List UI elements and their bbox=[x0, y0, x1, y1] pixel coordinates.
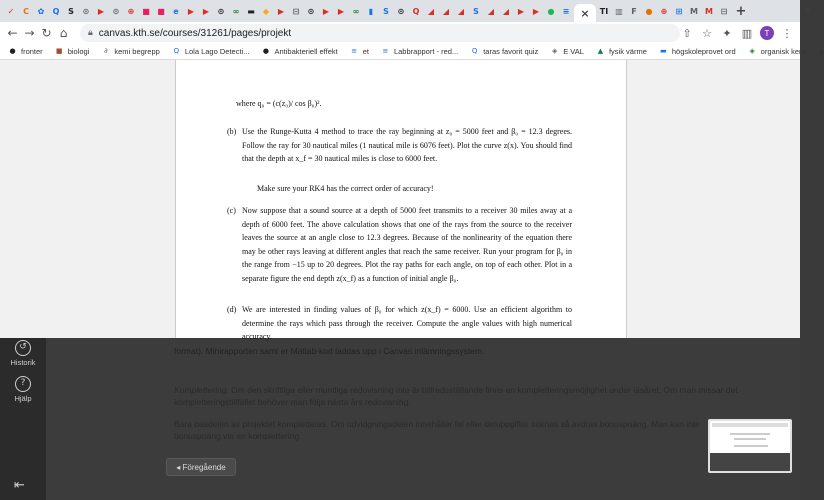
left-tab-favicon-icon[interactable]: ▶ bbox=[532, 6, 540, 16]
link-icon: ∂ bbox=[104, 47, 108, 55]
bookmark-label: högskoleprovet ord bbox=[671, 47, 736, 56]
left-tab-favicon-icon[interactable]: ⊙ bbox=[82, 6, 90, 16]
komplettering-body: Om den skriftliga eller muntliga redovisning inte är tillfredsställande finns en kompletteringsmöjlighet under läsåret. Om man missar det kompletteringstillfället behöver man följa nästa års redovisning. bbox=[174, 385, 738, 407]
bookmark-item[interactable] bbox=[261, 47, 337, 56]
right-tab-favicon-icon[interactable]: TI bbox=[599, 6, 609, 16]
left-tab-favicon-icon[interactable]: ▮ bbox=[368, 6, 374, 16]
forward-icon[interactable]: → bbox=[24, 26, 35, 40]
thumbnail-line bbox=[730, 433, 770, 435]
right-tab-favicon-icon[interactable]: ⊕ bbox=[660, 6, 668, 16]
lock-icon[interactable]: 🔒︎ bbox=[88, 28, 93, 38]
left-tab-favicon-icon[interactable]: ▶ bbox=[202, 6, 210, 16]
thumbnail-toolbar bbox=[712, 423, 788, 427]
left-tab-favicon-icon[interactable]: ▶ bbox=[517, 6, 525, 16]
left-tab-favicon-icon[interactable]: C bbox=[23, 6, 29, 16]
bookmark-item[interactable] bbox=[748, 47, 807, 56]
folder-icon: ▬ bbox=[660, 47, 667, 55]
home-icon[interactable]: ⌂ bbox=[59, 26, 68, 40]
tab-strip bbox=[0, 0, 800, 22]
previous-button[interactable]: ◂ Föregående bbox=[166, 458, 236, 476]
menu-icon[interactable]: ⋮ bbox=[781, 26, 793, 40]
extensions-icon[interactable]: ✦ bbox=[722, 26, 732, 40]
left-tab-favicon-icon[interactable]: S bbox=[473, 6, 479, 16]
nav-historik-label: Historik bbox=[10, 358, 36, 367]
bookmark-item[interactable] bbox=[550, 47, 584, 56]
doc-icon: ≡ bbox=[351, 47, 358, 55]
bookmark-item[interactable] bbox=[381, 47, 458, 56]
doc-part-b bbox=[227, 125, 572, 166]
thumbnail-line bbox=[734, 438, 766, 440]
left-tab-favicon-icon[interactable]: ⊙ bbox=[112, 6, 120, 16]
left-tab-favicon-icon[interactable]: ⊙ bbox=[217, 6, 225, 16]
left-tab-favicon-icon[interactable]: ▶ bbox=[187, 6, 195, 16]
cube-icon: ◈ bbox=[749, 47, 755, 55]
doc-part-d-text: We are interested in finding values of β₀ for which z(x_f) = 6000. Use an efficient algorithm to determine the rays which pass through the receiver. Compute the angle values with high numerical accuracy. bbox=[242, 305, 572, 341]
github-icon: ● bbox=[9, 47, 16, 55]
canvas-paragraph-komplettering bbox=[174, 384, 764, 408]
right-tab-favicon-icon[interactable]: F bbox=[631, 6, 637, 16]
bookmark-item[interactable] bbox=[101, 47, 159, 56]
left-tab-favicon-icon[interactable]: ∞ bbox=[232, 6, 240, 16]
left-tab-favicon-icon[interactable]: ∞ bbox=[352, 6, 360, 16]
left-tab-favicon-icon[interactable]: ▬ bbox=[247, 6, 255, 16]
address-bar-url: canvas.kth.se/courses/31261/pages/projekt bbox=[98, 27, 292, 39]
bookmark-label: Antibakteriell effekt bbox=[274, 47, 338, 56]
nav-historik[interactable] bbox=[0, 340, 46, 367]
tab-search-icon[interactable]: ⌄ bbox=[804, 4, 812, 14]
left-tab-favicon-icon[interactable]: ◢ bbox=[502, 6, 510, 16]
bookmark-item[interactable] bbox=[55, 47, 90, 56]
left-tab-favicon-icon[interactable]: e bbox=[173, 6, 179, 16]
star-icon[interactable]: ☆ bbox=[702, 26, 712, 40]
left-tab-favicon-icon[interactable]: S bbox=[68, 6, 74, 16]
doc-part-c-label: (c) bbox=[227, 206, 236, 215]
clock-icon: ↺ bbox=[15, 340, 31, 356]
komplettering-lead: Komplettering. bbox=[174, 385, 229, 395]
active-tab-close-icon[interactable]: × bbox=[574, 4, 596, 22]
left-tab-favicon-icon[interactable]: ✓ bbox=[7, 6, 15, 16]
doc-part-c-text: Now suppose that a sound source at a depth of 5000 feet transmits to a receiver 30 miles away at a depth of 6000 feet. The above calculation shows that one of the rays from the source to the receiver leaves the source at an angle close to 12.3 degrees. Because of the nonlinearity of the equation there may be other rays leaving at different angles that reach the same receiver. Run your program for β₀ in the range from −15 up to 20 degrees. Plot the ray paths for each angle, on top of each other. Plot in a separate figure the end depth z(x_f) as a function of initial angle β₀. bbox=[242, 206, 572, 283]
left-tab-favicon-icon[interactable]: ▶ bbox=[322, 6, 330, 16]
left-tab-favicon-icon[interactable]: ⊙ bbox=[397, 6, 405, 16]
left-tab-favicon-icon[interactable]: ◢ bbox=[457, 6, 465, 16]
bookmark-item[interactable] bbox=[8, 47, 43, 56]
address-bar[interactable] bbox=[80, 24, 680, 42]
doc-part-d bbox=[227, 303, 572, 344]
bookmark-label: kemi begrepp bbox=[114, 47, 160, 56]
left-tab-favicon-icon[interactable]: ▶ bbox=[337, 6, 345, 16]
left-tab-favicon-icon[interactable]: ≡ bbox=[562, 6, 570, 16]
right-tab-favicon-icon[interactable]: M bbox=[705, 6, 713, 16]
profile-avatar[interactable]: T bbox=[760, 26, 774, 40]
bookmark-label: E VAL bbox=[563, 47, 584, 56]
left-tab-favicon-icon[interactable]: ◢ bbox=[427, 6, 435, 16]
doc-part-b-note: Make sure your RK4 has the correct order of accuracy! bbox=[257, 184, 434, 193]
book-icon: ■ bbox=[55, 47, 63, 55]
right-tab-favicon-icon[interactable]: ▥ bbox=[615, 6, 623, 16]
right-tab-favicon-icon[interactable]: ⊞ bbox=[675, 6, 683, 16]
document-page bbox=[175, 60, 627, 341]
left-tab-favicon-icon[interactable]: ■ bbox=[142, 6, 150, 16]
reload-icon[interactable]: ↻ bbox=[41, 26, 52, 40]
bookmark-label: biologi bbox=[67, 47, 90, 56]
canvas-paragraph-bara: Bara basdelen av projektet kompletteras. Om udvidgningsdelen innehåller fel eller deluppgifter saknas så avdras bonuspoäng. Man kan inte bonuspoäng via en komplettering. bbox=[174, 419, 700, 441]
thumbnail-dark-area bbox=[710, 453, 790, 471]
left-tab-favicon-icon[interactable]: Q bbox=[52, 6, 60, 16]
collapse-nav-icon[interactable]: ⇤ bbox=[14, 478, 25, 493]
left-tab-favicon-icon[interactable]: S bbox=[383, 6, 389, 16]
bookmark-item[interactable] bbox=[596, 47, 647, 56]
doc-part-d-label: (d) bbox=[227, 305, 237, 314]
new-tab-icon[interactable]: + bbox=[735, 3, 747, 19]
right-tab-favicon-icon[interactable]: M bbox=[690, 6, 698, 16]
thumbnail-line bbox=[734, 445, 768, 447]
share-icon[interactable]: ⇧ bbox=[682, 26, 692, 40]
right-tab-favicon-icon[interactable]: ● bbox=[645, 6, 653, 16]
left-tab-favicon-icon[interactable]: ⊙ bbox=[307, 6, 315, 16]
bookmark-label: taras favorit quiz bbox=[483, 47, 539, 56]
bookmark-label: et bbox=[362, 47, 369, 56]
back-icon[interactable]: ← bbox=[7, 26, 18, 40]
doc-where-line: where q₀ = (c(z₀)/ cos β₀)². bbox=[236, 99, 322, 108]
right-tab-favicon-icon[interactable]: ⊟ bbox=[720, 6, 728, 16]
left-tab-favicon-icon[interactable]: ◢ bbox=[487, 6, 495, 16]
left-tab-favicon-icon[interactable]: ✿ bbox=[37, 6, 45, 16]
canvas-paragraph-format: format). Minirapporten samt er Matlab-kod laddas upp i Canvas inlämningssystem. bbox=[174, 346, 485, 356]
left-tab-favicon-icon[interactable]: ● bbox=[547, 6, 555, 16]
left-tab-favicon-icon[interactable]: ▶ bbox=[277, 6, 285, 16]
bookmark-label: Labbrapport - red... bbox=[393, 47, 459, 56]
bookmark-label: organisk kemi bbox=[760, 47, 807, 56]
doc-icon: ≡ bbox=[382, 47, 389, 55]
nav-hjalp[interactable] bbox=[0, 376, 46, 403]
bookmark-label: Lola Lago Detecti... bbox=[184, 47, 250, 56]
search-icon: Q bbox=[471, 47, 478, 55]
bookmarks-more-icon[interactable]: » bbox=[818, 46, 824, 57]
left-tab-favicon-icon[interactable]: ◆ bbox=[262, 6, 270, 16]
bookmark-item[interactable] bbox=[659, 47, 736, 56]
search-icon: Q bbox=[173, 47, 180, 55]
doc-part-b-text: Use the Runge-Kutta 4 method to trace the ray beginning at z₀ = 5000 feet and β₀ = 12.3 degrees. Follow the ray for 30 nautical miles (1 nautical mile is 6076 feet). Plot the curve z(x). You should find that the depth at x_f = 30 nautical miles is close to 6000 feet. bbox=[242, 127, 572, 163]
doc-part-b-label: (b) bbox=[227, 127, 237, 136]
left-tab-favicon-icon[interactable]: Q bbox=[412, 6, 420, 16]
sidepanel-icon[interactable]: ▥ bbox=[741, 26, 753, 40]
bookmark-label: fronter bbox=[21, 47, 43, 56]
browser-toolbar bbox=[0, 22, 800, 44]
bookmark-item[interactable] bbox=[350, 47, 369, 56]
doc-part-c bbox=[227, 204, 572, 285]
bookmark-label: fysik värme bbox=[608, 47, 647, 56]
help-icon: ? bbox=[15, 376, 31, 392]
nav-hjalp-label: Hjälp bbox=[14, 394, 32, 403]
bookmark-item[interactable] bbox=[172, 47, 250, 56]
window-thumbnail[interactable] bbox=[708, 419, 792, 473]
left-tab-favicon-icon[interactable]: ■ bbox=[157, 6, 165, 16]
cube-icon: ◈ bbox=[552, 47, 558, 55]
bookmarks-bar bbox=[0, 44, 824, 60]
left-tab-favicon-icon[interactable]: ◢ bbox=[442, 6, 450, 16]
drive-icon: ▲ bbox=[597, 47, 604, 55]
github-icon: ● bbox=[262, 47, 270, 55]
left-tab-favicon-icon[interactable]: ⊟ bbox=[292, 6, 300, 16]
left-tab-favicon-icon[interactable]: ⊕ bbox=[127, 6, 135, 16]
bookmark-item[interactable] bbox=[470, 47, 538, 56]
left-tab-favicon-icon[interactable]: ▶ bbox=[97, 6, 105, 16]
